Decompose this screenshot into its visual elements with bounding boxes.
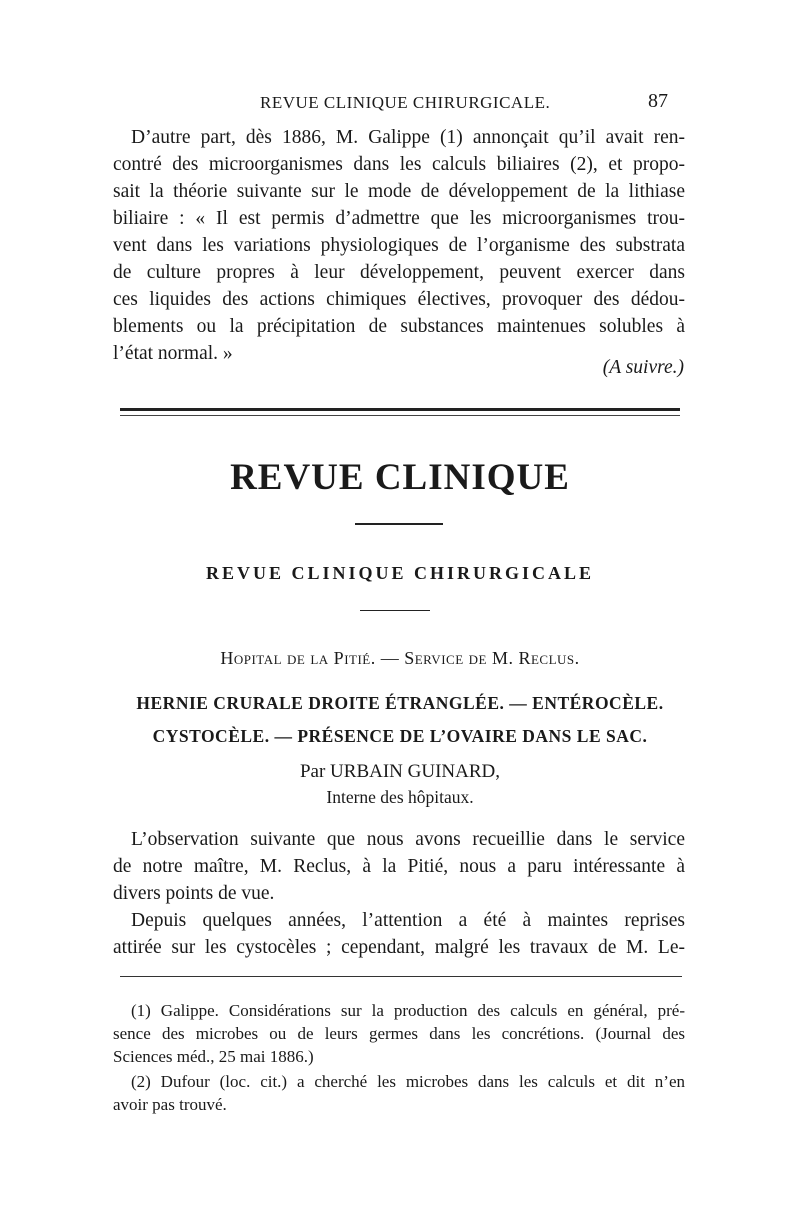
text-line: D’autre part, dès 1886, M. Galippe (1) annonçait qu’il avait ren- <box>131 127 685 148</box>
footnote-line: (2) Dufour (loc. cit.) a cherché les microbes dans les calculs et dit n’en <box>131 1072 685 1091</box>
footnote-line: sence des microbes ou de leurs germes dans les concrétions. (Journal des <box>113 1024 685 1043</box>
author-affiliation: Interne des hôpitaux. <box>326 787 474 807</box>
text-line: de notre maître, M. Reclus, à la Pitié, nous a paru intéressante à <box>113 856 685 877</box>
text-line: sait la théorie suivante sur le mode de développement de la lithiase <box>113 181 685 202</box>
text-line: Depuis quelques années, l’attention a été à maintes reprises <box>131 910 685 931</box>
text-line: contré des microorganismes dans les calculs biliaires (2), et propo- <box>113 154 685 175</box>
subsection-title: REVUE CLINIQUE CHIRURGICALE <box>205 563 595 583</box>
section-divider-thick <box>120 408 680 411</box>
footnote-line: (1) Galippe. Considérations sur la production des calculs en général, pré- <box>131 1001 685 1020</box>
page-number: 87 <box>648 90 668 112</box>
footnote-divider <box>120 976 682 977</box>
section-title: REVUE CLINIQUE <box>230 457 570 498</box>
text-line: blements ou la précipitation de substances maintenues solubles à <box>113 316 685 337</box>
text-line: vent dans les variations physiologiques de l’organisme des substrata <box>113 235 685 256</box>
text-line: attirée sur les cystocèles ; cependant, malgré les travaux de M. Le- <box>113 937 685 958</box>
text-line: divers points de vue. <box>113 883 275 904</box>
text-line: de culture propres à leur développement, peuvent exercer dans <box>113 262 685 283</box>
section-divider-thin <box>120 415 680 416</box>
title-rule <box>355 523 443 525</box>
author-byline: Par URBAIN GUINARD, <box>299 761 501 782</box>
text-line: ces liquides des actions chimiques électives, provoquer des dédou- <box>113 289 685 310</box>
article-title-line-1: HERNIE CRURALE DROITE ÉTRANGLÉE. — ENTÉROCÈLE. <box>136 693 664 713</box>
subtitle-rule <box>360 610 430 611</box>
text-line: biliaire : « Il est permis d’admettre que les microorganismes trou- <box>113 208 685 229</box>
to-be-continued: (A suivre.) <box>602 357 684 378</box>
text-line: l’état normal. » <box>113 343 233 364</box>
hospital-service: Hopital de la Pitié. — Service de M. Reclus. <box>220 648 580 668</box>
text-line: L’observation suivante que nous avons recueillie dans le service <box>131 829 685 850</box>
running-title: REVUE CLINIQUE CHIRURGICALE. <box>260 93 551 112</box>
footnote-line: avoir pas trouvé. <box>113 1095 227 1114</box>
footnote-line: Sciences méd., 25 mai 1886.) <box>113 1047 314 1066</box>
article-title-line-2: CYSTOCÈLE. — PRÉSENCE DE L’OVAIRE DANS LE SAC. <box>152 726 648 746</box>
